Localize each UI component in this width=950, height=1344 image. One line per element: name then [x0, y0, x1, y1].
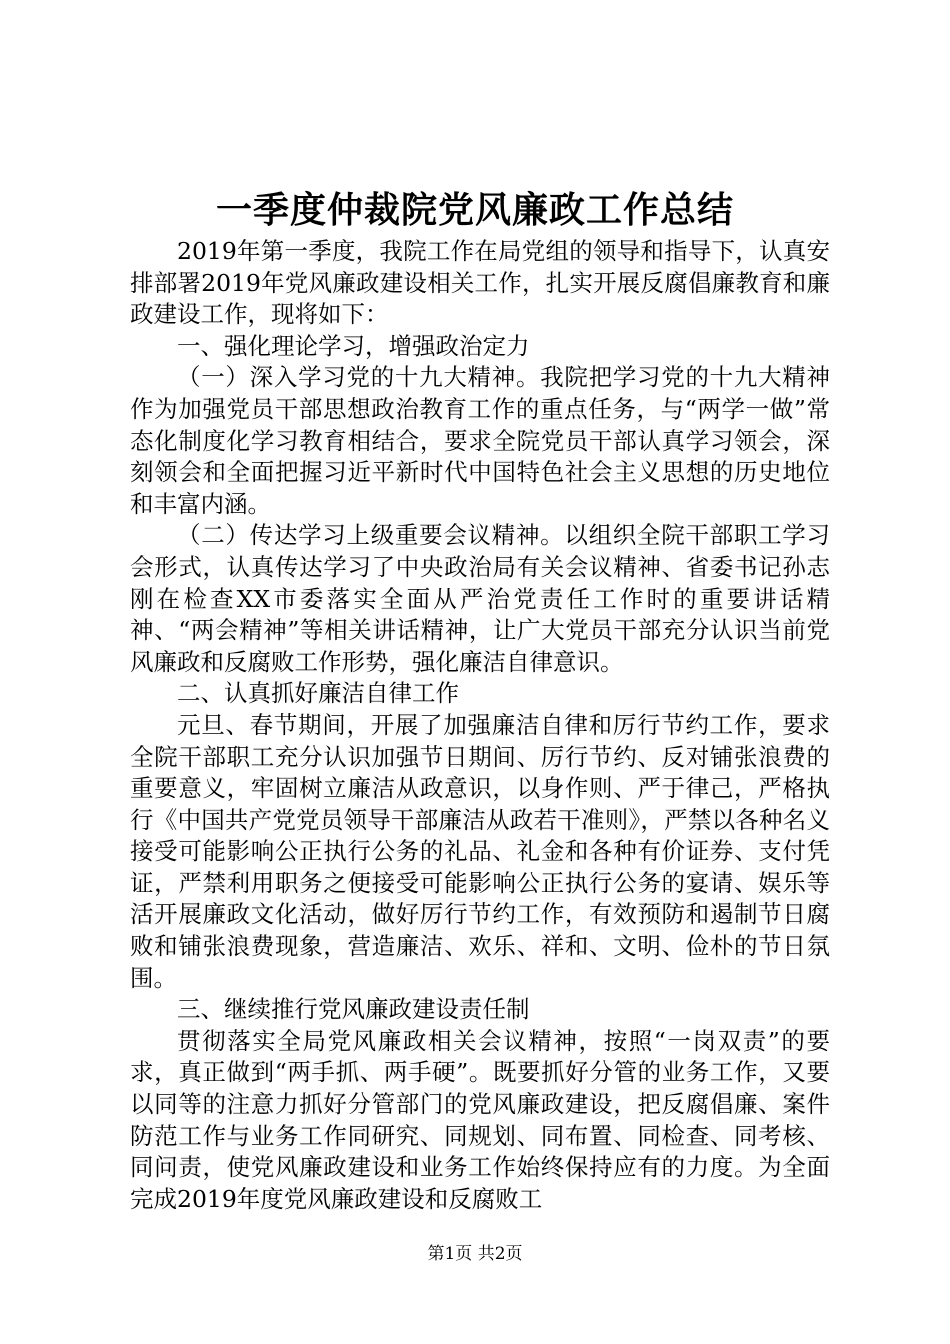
section-heading-2: 二、认真抓好廉洁自律工作 [177, 679, 459, 708]
document-body [130, 236, 830, 1215]
document-title: 一季度仲裁院党风廉政工作总结 [215, 189, 734, 231]
intro-paragraph: 2019年第一季度，我院工作在局党组的领导和指导下，认真安排部署2019年党风廉政建设相关工作，扎实开展反腐倡廉教育和廉政建设工作，现将如下： [130, 237, 830, 329]
subsection-paragraph-2: （二）传达学习上级重要会议精神。以组织全院干部职工学习会形式，认真传达学习了中央政治局有关会议精神、省委书记孙志刚在检查XX市委落实全面从严治党责任工作时的重要讲话精神、“两会精神”等相关讲话精神，让广大党员干部充分认识当前党风廉政和反腐败工作形势，强化廉洁自律意识。 [130, 521, 830, 676]
section-heading-1: 一、强化理论学习，增强政治定力 [177, 331, 530, 360]
section-heading-3: 三、继续推行党风廉政建设责任制 [177, 995, 530, 1024]
subsection-paragraph-1: （一）深入学习党的十九大精神。我院把学习党的十九大精神作为加强党员干部思想政治教育工作的重点任务，与“两学一做”常态化制度化学习教育相结合，要求全院党员干部认真学习领会，深刻领会和全面把握习近平新时代中国特色社会主义思想的历史地位和丰富内涵。 [130, 363, 830, 518]
section-paragraph-3: 贯彻落实全局党风廉政相关会议精神，按照“一岗双责”的要求，真正做到“两手抓、两手硬”。既要抓好分管的业务工作，又要以同等的注意力抓好分管部门的党风廉政建设，把反腐倡廉、案件防范工作与业务工作同研究、同规划、同布置、同检查、同考核、同问责，使党风廉政建设和业务工作始终保持应有的力度。为全面完成2019年度党风廉政建设和反腐败工 [130, 1026, 830, 1213]
page-number-footer: 第1页 共2页 [427, 1244, 523, 1264]
section-paragraph-2: 元旦、春节期间，开展了加强廉洁自律和厉行节约工作，要求全院干部职工充分认识加强节日期间、厉行节约、反对铺张浪费的重要意义，牢固树立廉洁从政意识，以身作则、严于律己，严格执行《中国共产党党员领导干部廉洁从政若干准则》，严禁以各种名义接受可能影响公正执行公务的礼品、礼金和各种有价证券、支付凭证，严禁利用职务之便接受可能影响公正执行公务的宴请、娱乐等活开展廉政文化活动，做好厉行节约工作，有效预防和遏制节日腐败和铺张浪费现象，营造廉洁、欢乐、祥和、文明、俭朴的节日氛围。 [130, 710, 830, 992]
